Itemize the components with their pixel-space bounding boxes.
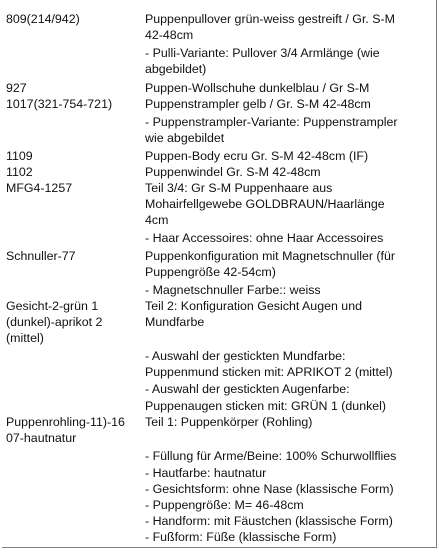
article-variant: wie abgebildet: [145, 131, 225, 145]
article-description: Puppenwindel Gr. S-M 42-48cm: [145, 165, 321, 179]
article-code: 1109: [6, 149, 33, 163]
article-variant: - Füllung für Arme/Beine: 100% Schurwollflies: [145, 449, 397, 463]
article-variant: abgebildet): [145, 62, 207, 76]
article-description: Mundfarbe: [145, 315, 205, 329]
article-description: 4cm: [145, 213, 169, 227]
article-code: 927: [6, 81, 27, 95]
article-variant: - Auswahl der gestickten Mundfarbe:: [145, 349, 346, 363]
article-variant: Puppenaugen sticken mit: GRÜN 1 (dunkel): [145, 399, 387, 413]
article-variant: - Pulli-Variante: Pullover 3/4 Armlänge (wie: [145, 46, 380, 60]
article-description: Teil 2: Konfiguration Gesicht Augen und: [145, 299, 362, 313]
article-description: Teil 1: Puppenkörper (Rohling): [145, 415, 313, 429]
article-description: Teil 3/4: Gr S-M Puppenhaare aus: [145, 181, 333, 195]
article-variant: - Puppenstrampler-Variante: Puppenstrampler: [145, 115, 398, 129]
article-code: 1102: [6, 165, 33, 179]
article-description: Puppen-Wollschuhe dunkelblau / Gr S-M: [145, 81, 370, 95]
article-description: Mohairfellgewebe GOLDBRAUN/Haarlänge: [145, 197, 385, 211]
article-description: Puppenpullover grün-weiss gestreift / Gr. S-M: [145, 12, 395, 26]
article-variant: - Puppengröße: M= 46-48cm: [145, 498, 304, 512]
article-variant: Puppenmund sticken mit: APRIKOT 2 (mittel): [145, 365, 393, 379]
article-description: 42-48cm: [145, 28, 194, 42]
article-code: MFG4-1257: [6, 181, 73, 195]
article-code: 1017(321-754-721): [6, 97, 113, 111]
article-variant: - Fußform: Füße (klassische Form): [145, 530, 337, 544]
article-variant: - Gesichtsform: ohne Nase (klassische Form): [145, 482, 394, 496]
article-code: Gesicht-2-grün 1: [6, 299, 99, 313]
article-variant: - Magnetschnuller Farbe:: weiss: [145, 283, 321, 297]
article-variant: - Handform: mit Fäustchen (klassische Form): [145, 514, 393, 528]
article-variant: - Hautfarbe: hautnatur: [145, 466, 267, 480]
article-description: Puppen-Body ecru Gr. S-M 42-48cm (IF): [145, 149, 369, 163]
article-code: Schnuller-77: [6, 249, 76, 263]
article-code: (mittel): [6, 331, 44, 345]
article-variant: - Auswahl der gestickten Augenfarbe:: [145, 382, 350, 396]
article-variant: - Haar Accessoires: ohne Haar Accessoires: [145, 231, 384, 245]
article-code: Puppenrohling-11)-16: [6, 415, 125, 429]
article-code: (dunkel)-aprikot 2: [6, 315, 103, 329]
article-code: 07-hautnatur: [6, 431, 77, 445]
article-code: 809(214/942): [6, 12, 80, 26]
article-description: Puppengröße 42-54cm): [145, 265, 276, 279]
article-description: Puppenstrampler gelb / Gr. S-M 42-48cm: [145, 97, 371, 111]
article-description: Puppenkonfiguration mit Magnetschnuller (für: [145, 249, 396, 263]
